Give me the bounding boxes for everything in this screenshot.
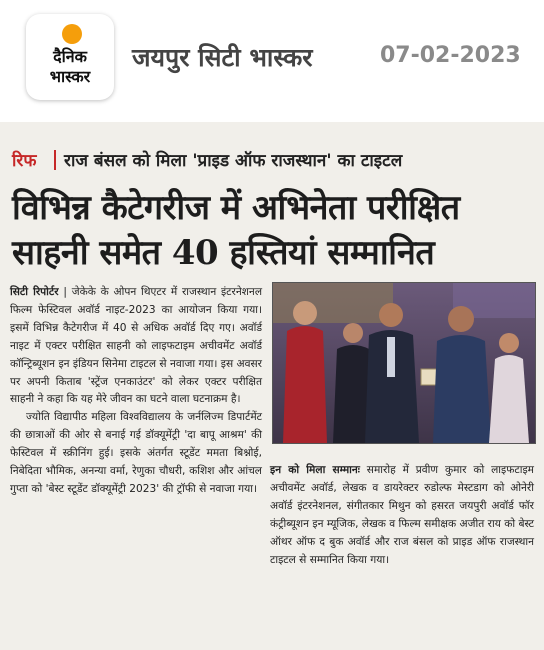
logo-line1: दैनिक: [53, 47, 87, 66]
kicker-tag: रिफ: [12, 151, 37, 171]
headline: [12, 186, 537, 276]
logo-line2: भास्कर: [49, 67, 91, 86]
kicker: [12, 148, 532, 174]
award-ceremony-photo: [272, 282, 536, 444]
headline-line2: साहनी समेत 40 हस्तियां सम्मानित: [12, 233, 435, 273]
edition-date: 07-02-2023: [380, 43, 521, 68]
subhead-awardees: इन को मिला सम्मानः: [270, 464, 360, 476]
paragraph-2: ज्योति विद्यापीठ महिला विश्वविद्यालय के जर्नलिज्म डिपार्टमेंट की छात्राओं की ओर से बनाई गई डॉक्यूमेंट्री 'दा बापू आश्रम' की फेस्टिवल में स्क्रीनिंग हुई। इसके अंतर्गत स्टूडेंट ममता बिश्नोई, निबेदिता भौमिक, अनन्या वर्मा, रेणुका चौधरी, कशिश और आंचल गुप्ता को 'बेस्ट स्टूडेंट डॉक्यूमेंट्री 2023' की ट्रॉफी से नवाजा गया।: [10, 411, 262, 495]
paragraph-3: समारोह में प्रवीण कुमार को लाइफटाइम अचीवमेंट अवॉर्ड, लेखक व डायरेक्टर रुडोल्फ मेस्टडाग को ओनेरी अवॉर्ड इंटरनेशनल, संगीतकार मिथुन को हसरत जयपुरी अवॉर्ड फॉर कंट्रीब्यूशन इन म्यूजिक, लेखक व फिल्म समीक्षक अजीत राय को बेस्ट ऑथर ऑफ द बुक अवॉर्ड और राज बंसल को प्राइड ऑफ राजस्थान टाइटल से सम्मानित किया गया।: [270, 464, 534, 566]
sun-icon: [62, 24, 82, 44]
photo-illustration: [273, 283, 535, 443]
kicker-text: राज बंसल को मिला 'प्राइड ऑफ राजस्थान' का टाइटल: [64, 151, 403, 171]
dainik-bhaskar-logo[interactable]: [26, 14, 114, 100]
byline: सिटी रिपोर्टर: [10, 286, 59, 298]
paragraph-1: जेकेके के ओपन थिएटर में राजस्थान इंटरनेशनल फिल्म फेस्टिवल अवॉर्ड नाइट-2023 का आयोजन किया गया। इसमें विभिन्न कैटेगरीज में 40 से अधिक अवॉर्ड दिए गए। अवॉर्ड नाइट में एक्टर परीक्षित साहनी को लाइफटाइम अचीवमेंट अवॉर्ड कॉन्ट्रिब्यूशन इन इंडियन सिनेमा टाइटल से नवाजा गया। इस अवसर पर अपनी किताब 'स्ट्रेंज एनकाउंटर' को लेकर एक्टर परीक्षित साहनी ने कहा कि यह मेरे जीवन का घटने वाला घटनाक्रम है।: [10, 286, 262, 406]
kicker-divider: [54, 150, 56, 170]
article-column-right: [270, 462, 534, 569]
edition-name: जयपुर सिटी भास्कर: [132, 43, 313, 72]
article-column-left: सिटी रिपोर्टर | जेकेके के ओपन थिएटर में राजस्थान इंटरनेशनल फिल्म फेस्टिवल अवॉर्ड नाइट-2023 का आयोजन किया गया। इसमें विभिन्न कैटेगरीज में 40 से अधिक अवॉर्ड दिए गए। अवॉर्ड नाइट में एक्टर परीक्षित साहनी को लाइफटाइम अचीवमेंट अवॉर्ड कॉन्ट्रिब्यूशन इन इंडियन सिनेमा टाइटल से नवाजा गया। इस अवसर पर अपनी किताब 'स्ट्रेंज एनकाउंटर' को लेकर एक्टर परीक्षित साहनी ने कहा कि यह मेरे जीवन का घटने वाला घटनाक्रम है। ज्योति विद्यापीठ महिला विश्वविद्यालय के जर्नलिज्म डिपार्टमेंट की छात्राओं की ओर से बनाई गई डॉक्यूमेंट्री 'दा बापू आश्रम' की फेस्टिवल में स्क्रीनिंग हुई। इसके अंतर्गत स्टूडेंट ममता बिश्नोई, निबेदिता भौमिक, अनन्या वर्मा, रेणुका चौधरी, कशिश और आंचल गुप्ता को 'बेस्ट स्टूडेंट डॉक्यूमेंट्री 2023' की ट्रॉफी से नवाजा गया।: [10, 284, 262, 499]
page-header: [0, 0, 544, 118]
headline-line1: विभिन्न कैटेगरीज में अभिनेता परीक्षित: [12, 188, 460, 228]
